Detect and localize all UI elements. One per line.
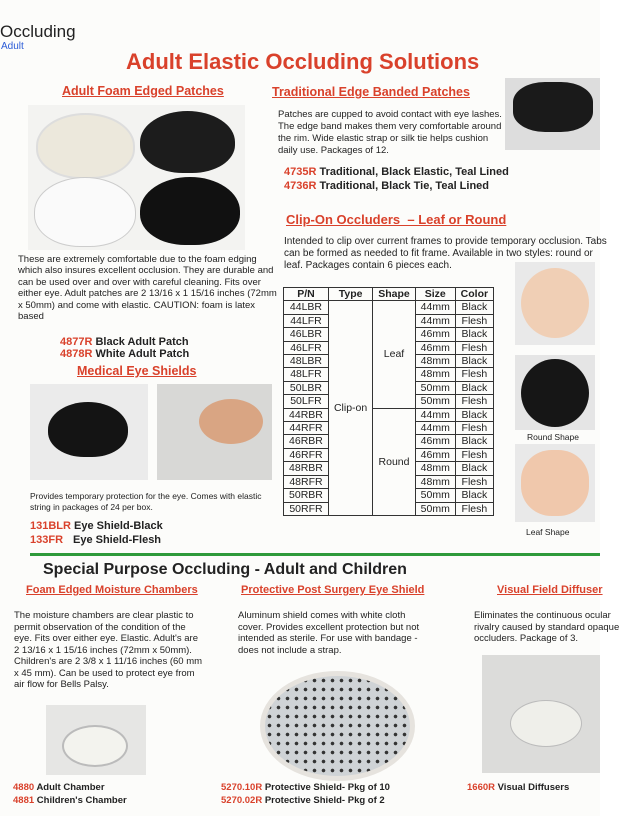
color-cell: Flesh <box>455 502 493 515</box>
part-number: 4880 <box>13 782 35 793</box>
part-number-cell: 44LBR <box>284 301 329 314</box>
color-cell: Flesh <box>455 341 493 354</box>
leaf-shape-photo <box>515 444 595 522</box>
column-header: Type <box>328 288 372 301</box>
product-name: Eye Shield-Flesh <box>73 534 162 546</box>
part-number-cell: 46LBR <box>284 328 329 341</box>
product-line <box>30 534 161 547</box>
product-line <box>30 520 163 533</box>
column-header: Shape <box>373 288 415 301</box>
size-cell: 48mm <box>415 355 455 368</box>
section-divider <box>30 553 600 556</box>
diffuser-heading: Visual Field Diffuser <box>497 584 603 596</box>
part-number-cell: 48RBR <box>284 462 329 475</box>
part-number-cell: 44RFR <box>284 422 329 435</box>
color-cell: Black <box>455 462 493 475</box>
product-name: White Adult Patch <box>95 348 190 360</box>
traditional-description: Patches are cupped to avoid contact with eye lashes. The edge band makes them very comfortable around the rim. Wide elastic strap or silk tie helps cushion daily use. Packages of 12. <box>278 109 502 156</box>
product-line <box>60 336 189 349</box>
size-cell: 46mm <box>415 328 455 341</box>
shape-cell: Leaf <box>373 301 415 408</box>
part-number-cell: 50RFR <box>284 502 329 515</box>
table-row <box>284 408 494 421</box>
size-cell: 44mm <box>415 314 455 327</box>
size-cell: 46mm <box>415 435 455 448</box>
round-shape-caption: Round Shape <box>527 432 579 442</box>
section-title: Occluding <box>0 22 76 41</box>
product-name: Children's Chamber <box>36 795 127 806</box>
part-number: 5270.10R <box>221 782 263 793</box>
post-surgery-shield-photo <box>250 665 415 777</box>
size-cell: 44mm <box>415 422 455 435</box>
part-number-cell: 50RBR <box>284 489 329 502</box>
medical-heading: Medical Eye Shields <box>77 364 197 378</box>
part-number: 4881 <box>13 795 35 806</box>
color-cell: Flesh <box>455 475 493 488</box>
product-name: Traditional, Black Elastic, Teal Lined <box>319 166 509 178</box>
post-surgery-description: Aluminum shield comes with white cloth cover. Provides excellent protection but not intended as sterile. For use with bandage - does not include a strap. <box>238 610 420 656</box>
product-line <box>60 348 189 361</box>
clip-on-table <box>283 287 494 516</box>
part-number: 1660R <box>467 782 495 793</box>
product-name: Visual Diffusers <box>497 782 570 793</box>
table-row <box>284 301 494 314</box>
moisture-description: The moisture chambers are clear plastic to permit observation of the condition of the eye. Fits over either eye. Elastic. Adult's are 2 13/16 x 1 15/16 inches (72mm x 50mm). Children's are 2 3/8 x 1 11/16 inches (60 mm x 45 mm). Can be used to protect eye from air flow for Bells Palsy. <box>14 610 203 690</box>
size-cell: 44mm <box>415 408 455 421</box>
black-eye-shield-photo <box>30 384 148 480</box>
column-header: Size <box>415 288 455 301</box>
foam-patches-description: These are extremely comfortable due to the foam edging which also insures excellent occlusion. They are durable and can be used over and over with careful cleaning. Fits over either eye. Adult patches are 2 13/16 x 1 15/16 inches (72mm x 50mm) and come with elastic. CAUTION: foam is latex based <box>18 254 277 323</box>
shape-cell: Round <box>373 408 415 515</box>
subsection-link[interactable]: Adult <box>1 41 24 52</box>
part-number-cell: 48LBR <box>284 355 329 368</box>
product-line <box>221 782 390 794</box>
part-number-cell: 46RBR <box>284 435 329 448</box>
foam-patches-heading: Adult Foam Edged Patches <box>62 84 224 98</box>
product-name: Black Adult Patch <box>95 336 189 348</box>
size-cell: 48mm <box>415 462 455 475</box>
color-cell: Flesh <box>455 395 493 408</box>
clip-on-description: Intended to clip over current frames to provide temporary occlusion. Tabs can be formed as needed to fit frame. Available in two styles: round or leaf. Packages contain 6 pieces each. <box>284 236 607 272</box>
product-name: Adult Chamber <box>36 782 105 793</box>
size-cell: 50mm <box>415 381 455 394</box>
product-line <box>284 166 509 179</box>
size-cell: 48mm <box>415 475 455 488</box>
part-number: 4735R <box>284 166 317 178</box>
size-cell: 50mm <box>415 395 455 408</box>
clip-on-heading: Clip-On Occluders – Leaf or Round <box>286 212 507 227</box>
special-heading: Special Purpose Occluding - Adult and Children <box>43 561 407 578</box>
size-cell: 50mm <box>415 502 455 515</box>
traditional-patch-photo <box>505 78 600 150</box>
part-number-cell: 50LBR <box>284 381 329 394</box>
type-cell: Clip-on <box>328 301 372 516</box>
part-number-cell: 44RBR <box>284 408 329 421</box>
color-cell: Black <box>455 355 493 368</box>
size-cell: 50mm <box>415 489 455 502</box>
flesh-eye-shield-photo <box>157 384 272 480</box>
product-line <box>467 782 569 794</box>
color-cell: Black <box>455 301 493 314</box>
visual-diffuser-photo <box>482 655 600 773</box>
part-number: 133FR <box>30 534 64 546</box>
part-number: 4878R <box>60 348 93 360</box>
size-cell: 46mm <box>415 341 455 354</box>
page-title: Adult Elastic Occluding Solutions <box>126 49 480 74</box>
product-line <box>13 782 105 794</box>
color-cell: Flesh <box>455 448 493 461</box>
part-number: 4877R <box>60 336 93 348</box>
column-header: Color <box>455 288 493 301</box>
color-cell: Flesh <box>455 422 493 435</box>
product-name: Protective Shield- Pkg of 2 <box>264 795 385 806</box>
product-line <box>221 795 385 807</box>
moisture-chamber-photo <box>46 705 146 775</box>
part-number: 131BLR <box>30 520 71 532</box>
foam-patches-photo <box>28 105 245 250</box>
color-cell: Black <box>455 381 493 394</box>
moisture-heading: Foam Edged Moisture Chambers <box>26 584 198 596</box>
product-line <box>13 795 127 807</box>
color-cell: Flesh <box>455 314 493 327</box>
part-number-cell: 46LFR <box>284 341 329 354</box>
column-header: P/N <box>284 288 329 301</box>
color-cell: Black <box>455 489 493 502</box>
product-line <box>284 180 489 193</box>
leaf-flesh-photo <box>515 262 595 345</box>
part-number-cell: 46RFR <box>284 448 329 461</box>
leaf-shape-caption: Leaf Shape <box>526 527 570 537</box>
color-cell: Black <box>455 408 493 421</box>
product-name: Traditional, Black Tie, Teal Lined <box>319 180 490 192</box>
traditional-heading: Traditional Edge Banded Patches <box>272 85 470 99</box>
part-number-cell: 48LFR <box>284 368 329 381</box>
post-surgery-heading: Protective Post Surgery Eye Shield <box>241 584 425 596</box>
size-cell: 44mm <box>415 301 455 314</box>
part-number-cell: 44LFR <box>284 314 329 327</box>
product-name: Protective Shield- Pkg of 10 <box>264 782 390 793</box>
color-cell: Flesh <box>455 368 493 381</box>
part-number: 4736R <box>284 180 317 192</box>
color-cell: Black <box>455 328 493 341</box>
part-number: 5270.02R <box>221 795 263 806</box>
product-name: Eye Shield-Black <box>74 520 163 532</box>
part-number-cell: 50LFR <box>284 395 329 408</box>
color-cell: Black <box>455 435 493 448</box>
medical-description: Provides temporary protection for the eye. Comes with elastic string in packages of 24 per box. <box>30 491 262 512</box>
size-cell: 46mm <box>415 448 455 461</box>
round-black-photo <box>515 355 595 430</box>
diffuser-description: Eliminates the continuous ocular rivalry caused by standard opaque occluders. Package of 3. <box>474 610 620 644</box>
part-number-cell: 48RFR <box>284 475 329 488</box>
size-cell: 48mm <box>415 368 455 381</box>
